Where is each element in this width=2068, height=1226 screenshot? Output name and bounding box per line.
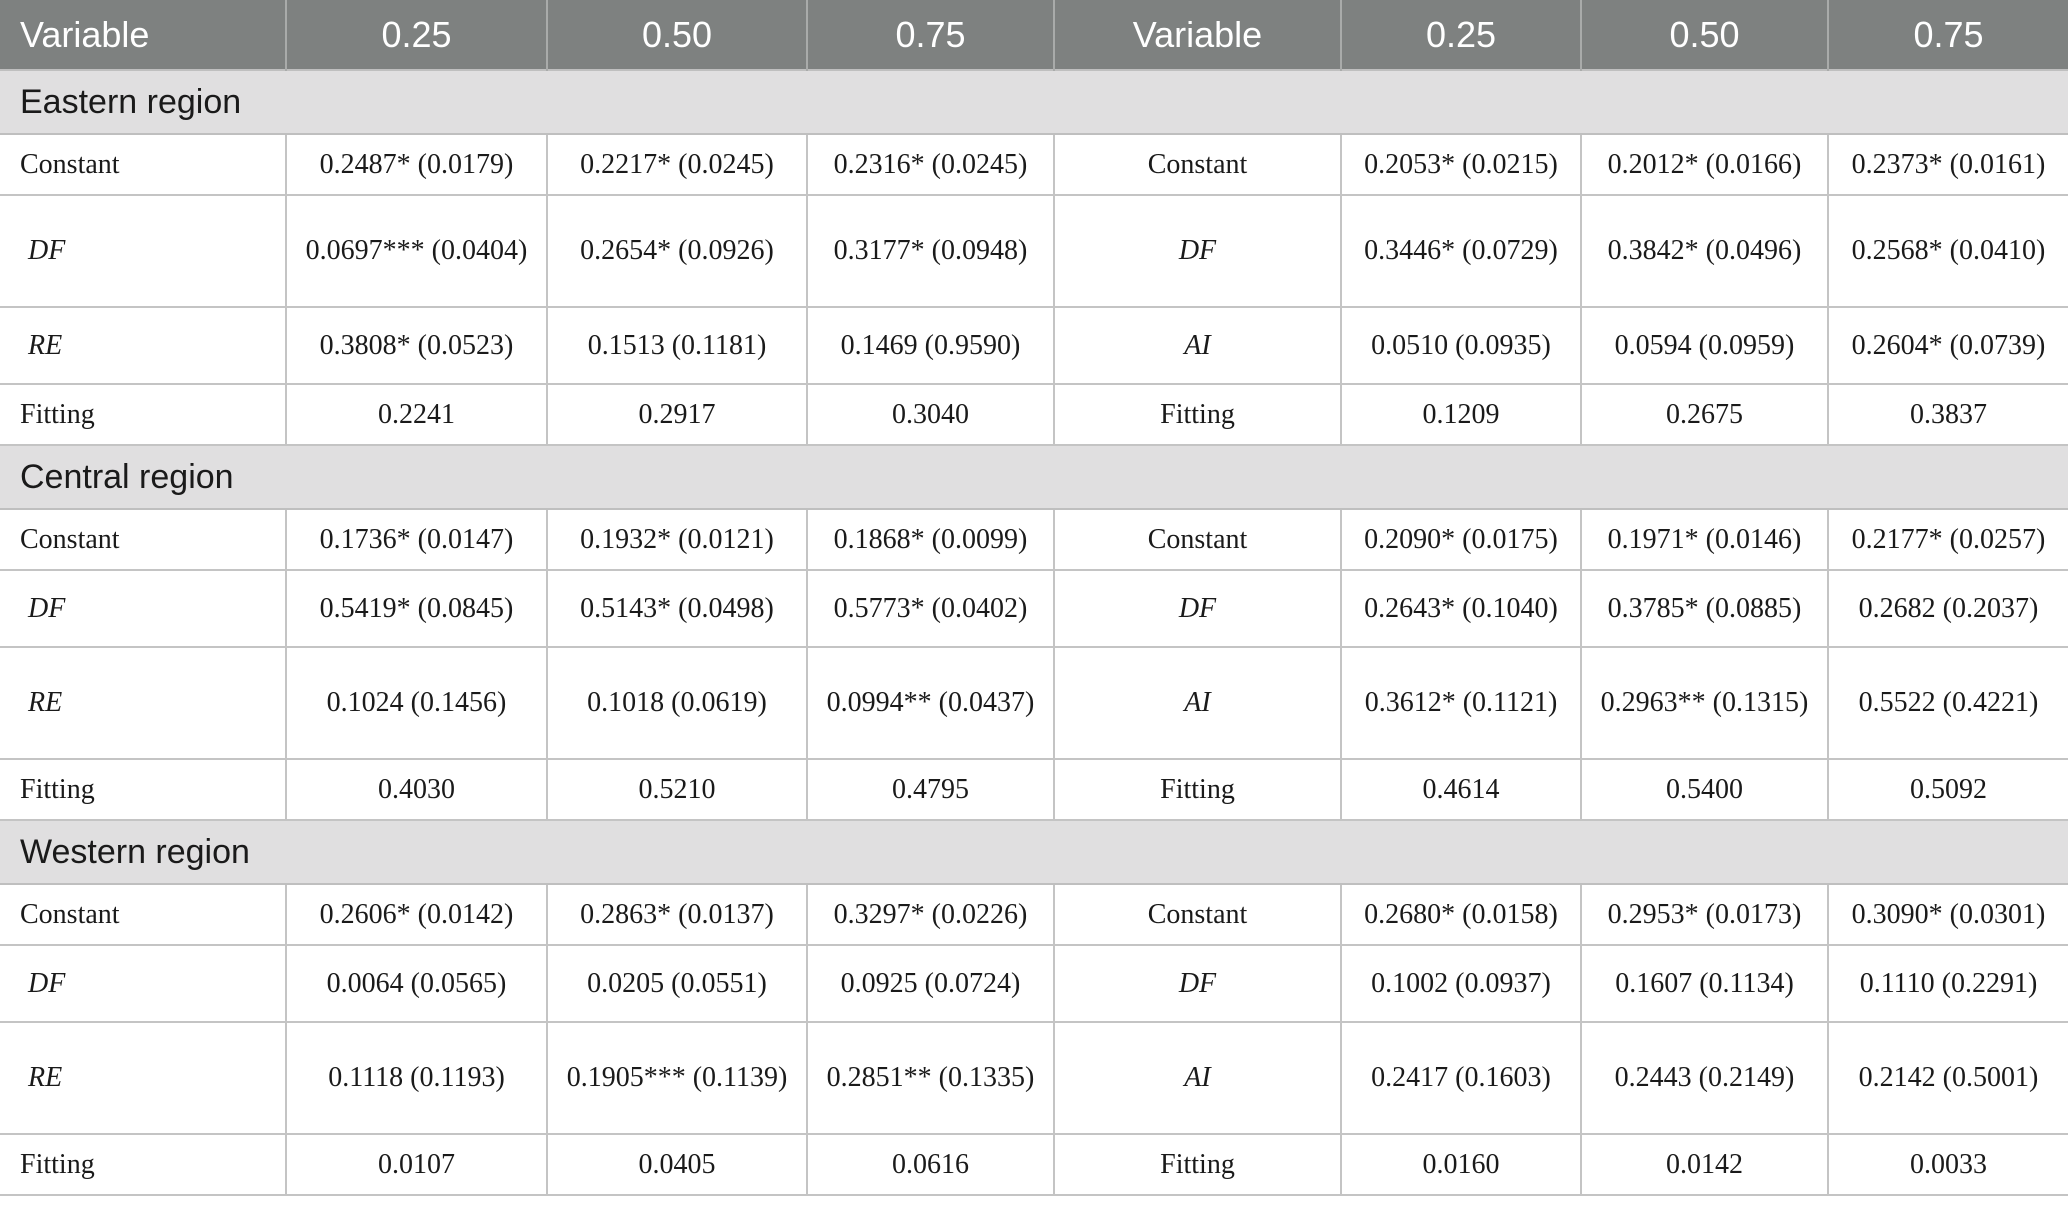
- header-variable-left: Variable: [0, 0, 286, 70]
- coefficient-cell: 0.2241: [286, 384, 547, 445]
- variable-cell: DF: [0, 570, 286, 647]
- variable-cell: RE: [0, 647, 286, 759]
- coefficient-cell: 0.0107: [286, 1134, 547, 1195]
- coefficient-cell: 0.4795: [807, 759, 1054, 820]
- coefficient-cell: 0.5773* (0.0402): [807, 570, 1054, 647]
- coefficient-cell: 0.2142 (0.5001): [1828, 1022, 2068, 1134]
- coefficient-cell: 0.1469 (0.9590): [807, 307, 1054, 384]
- coefficient-cell: 0.1607 (0.1134): [1581, 945, 1828, 1022]
- coefficient-cell: 0.0033: [1828, 1134, 2068, 1195]
- coefficient-cell: 0.0616: [807, 1134, 1054, 1195]
- re-ai-row: [0, 307, 2068, 384]
- coefficient-cell: 0.2851** (0.1335): [807, 1022, 1054, 1134]
- coefficient-cell: 0.0994** (0.0437): [807, 647, 1054, 759]
- header-q50-right: 0.50: [1581, 0, 1828, 70]
- coefficient-cell: 0.2917: [547, 384, 807, 445]
- coefficient-cell: 0.1002 (0.0937): [1341, 945, 1581, 1022]
- coefficient-cell: 0.4614: [1341, 759, 1581, 820]
- coefficient-cell: 0.2316* (0.0245): [807, 134, 1054, 195]
- coefficient-cell: 0.2680* (0.0158): [1341, 884, 1581, 945]
- variable-cell: Constant: [1054, 884, 1341, 945]
- variable-cell: DF: [1054, 195, 1341, 307]
- header-q75-right: 0.75: [1828, 0, 2068, 70]
- coefficient-cell: 0.2053* (0.0215): [1341, 134, 1581, 195]
- coefficient-cell: 0.5400: [1581, 759, 1828, 820]
- coefficient-cell: 0.2682 (0.2037): [1828, 570, 2068, 647]
- variable-cell: Constant: [0, 134, 286, 195]
- coefficient-cell: 0.5143* (0.0498): [547, 570, 807, 647]
- fitting-row: [0, 1134, 2068, 1195]
- df-row: [0, 195, 2068, 307]
- df-row: [0, 945, 2068, 1022]
- variable-cell: DF: [1054, 570, 1341, 647]
- coefficient-cell: 0.2604* (0.0739): [1828, 307, 2068, 384]
- variable-cell: DF: [1054, 945, 1341, 1022]
- variable-cell: DF: [0, 945, 286, 1022]
- header-row: [0, 0, 2068, 70]
- coefficient-cell: 0.5522 (0.4221): [1828, 647, 2068, 759]
- coefficient-cell: 0.1024 (0.1456): [286, 647, 547, 759]
- coefficient-cell: 0.2012* (0.0166): [1581, 134, 1828, 195]
- header-variable-right: Variable: [1054, 0, 1341, 70]
- variable-cell: Fitting: [1054, 1134, 1341, 1195]
- coefficient-cell: 0.3090* (0.0301): [1828, 884, 2068, 945]
- header-q25-right: 0.25: [1341, 0, 1581, 70]
- constant-row: [0, 134, 2068, 195]
- fitting-row: [0, 759, 2068, 820]
- coefficient-cell: 0.5419* (0.0845): [286, 570, 547, 647]
- coefficient-cell: 0.2953* (0.0173): [1581, 884, 1828, 945]
- coefficient-cell: 0.2417 (0.1603): [1341, 1022, 1581, 1134]
- coefficient-cell: 0.0697*** (0.0404): [286, 195, 547, 307]
- region-title: Central region: [0, 445, 2068, 509]
- region-title: Eastern region: [0, 70, 2068, 134]
- coefficient-cell: 0.5210: [547, 759, 807, 820]
- coefficient-cell: 0.3785* (0.0885): [1581, 570, 1828, 647]
- variable-cell: Fitting: [1054, 759, 1341, 820]
- variable-cell: Fitting: [0, 759, 286, 820]
- coefficient-cell: 0.3177* (0.0948): [807, 195, 1054, 307]
- coefficient-cell: 0.0925 (0.0724): [807, 945, 1054, 1022]
- table-header: [0, 0, 2068, 70]
- region-header-row: [0, 445, 2068, 509]
- variable-cell: Constant: [0, 509, 286, 570]
- coefficient-cell: 0.1110 (0.2291): [1828, 945, 2068, 1022]
- coefficient-cell: 0.3842* (0.0496): [1581, 195, 1828, 307]
- coefficient-cell: 0.0510 (0.0935): [1341, 307, 1581, 384]
- coefficient-cell: 0.1513 (0.1181): [547, 307, 807, 384]
- coefficient-cell: 0.2443 (0.2149): [1581, 1022, 1828, 1134]
- coefficient-cell: 0.3297* (0.0226): [807, 884, 1054, 945]
- variable-cell: AI: [1054, 647, 1341, 759]
- coefficient-cell: 0.2217* (0.0245): [547, 134, 807, 195]
- header-q25-left: 0.25: [286, 0, 547, 70]
- coefficient-cell: 0.1868* (0.0099): [807, 509, 1054, 570]
- coefficient-cell: 0.5092: [1828, 759, 2068, 820]
- coefficient-cell: 0.2487* (0.0179): [286, 134, 547, 195]
- region-header-row: [0, 820, 2068, 884]
- coefficient-cell: 0.0594 (0.0959): [1581, 307, 1828, 384]
- coefficient-cell: 0.1018 (0.0619): [547, 647, 807, 759]
- coefficient-cell: 0.1736* (0.0147): [286, 509, 547, 570]
- coefficient-cell: 0.4030: [286, 759, 547, 820]
- coefficient-cell: 0.3446* (0.0729): [1341, 195, 1581, 307]
- coefficient-cell: 0.0142: [1581, 1134, 1828, 1195]
- variable-cell: Fitting: [0, 1134, 286, 1195]
- fitting-row: [0, 384, 2068, 445]
- coefficient-cell: 0.2654* (0.0926): [547, 195, 807, 307]
- coefficient-cell: 0.2568* (0.0410): [1828, 195, 2068, 307]
- header-q50-left: 0.50: [547, 0, 807, 70]
- coefficient-cell: 0.2373* (0.0161): [1828, 134, 2068, 195]
- coefficient-cell: 0.0205 (0.0551): [547, 945, 807, 1022]
- coefficient-cell: 0.1932* (0.0121): [547, 509, 807, 570]
- df-row: [0, 570, 2068, 647]
- coefficient-cell: 0.1118 (0.1193): [286, 1022, 547, 1134]
- coefficient-cell: 0.2643* (0.1040): [1341, 570, 1581, 647]
- constant-row: [0, 509, 2068, 570]
- variable-cell: Constant: [1054, 134, 1341, 195]
- region-title: Western region: [0, 820, 2068, 884]
- variable-cell: AI: [1054, 307, 1341, 384]
- variable-cell: RE: [0, 1022, 286, 1134]
- coefficient-cell: 0.0405: [547, 1134, 807, 1195]
- coefficient-cell: 0.1209: [1341, 384, 1581, 445]
- variable-cell: DF: [0, 195, 286, 307]
- coefficient-cell: 0.2963** (0.1315): [1581, 647, 1828, 759]
- coefficient-cell: 0.3040: [807, 384, 1054, 445]
- coefficient-cell: 0.3837: [1828, 384, 2068, 445]
- variable-cell: Constant: [1054, 509, 1341, 570]
- re-ai-row: [0, 647, 2068, 759]
- variable-cell: AI: [1054, 1022, 1341, 1134]
- variable-cell: RE: [0, 307, 286, 384]
- coefficient-cell: 0.2606* (0.0142): [286, 884, 547, 945]
- table-body: [0, 70, 2068, 1195]
- variable-cell: Fitting: [1054, 384, 1341, 445]
- variable-cell: Fitting: [0, 384, 286, 445]
- coefficient-cell: 0.3808* (0.0523): [286, 307, 547, 384]
- coefficient-cell: 0.2675: [1581, 384, 1828, 445]
- region-header-row: [0, 70, 2068, 134]
- coefficient-cell: 0.2177* (0.0257): [1828, 509, 2068, 570]
- coefficient-cell: 0.0160: [1341, 1134, 1581, 1195]
- coefficient-cell: 0.0064 (0.0565): [286, 945, 547, 1022]
- variable-cell: Constant: [0, 884, 286, 945]
- constant-row: [0, 884, 2068, 945]
- re-ai-row: [0, 1022, 2068, 1134]
- coefficient-cell: 0.1971* (0.0146): [1581, 509, 1828, 570]
- coefficient-cell: 0.1905*** (0.1139): [547, 1022, 807, 1134]
- header-q75-left: 0.75: [807, 0, 1054, 70]
- coefficient-cell: 0.3612* (0.1121): [1341, 647, 1581, 759]
- coefficient-cell: 0.2863* (0.0137): [547, 884, 807, 945]
- coefficient-cell: 0.2090* (0.0175): [1341, 509, 1581, 570]
